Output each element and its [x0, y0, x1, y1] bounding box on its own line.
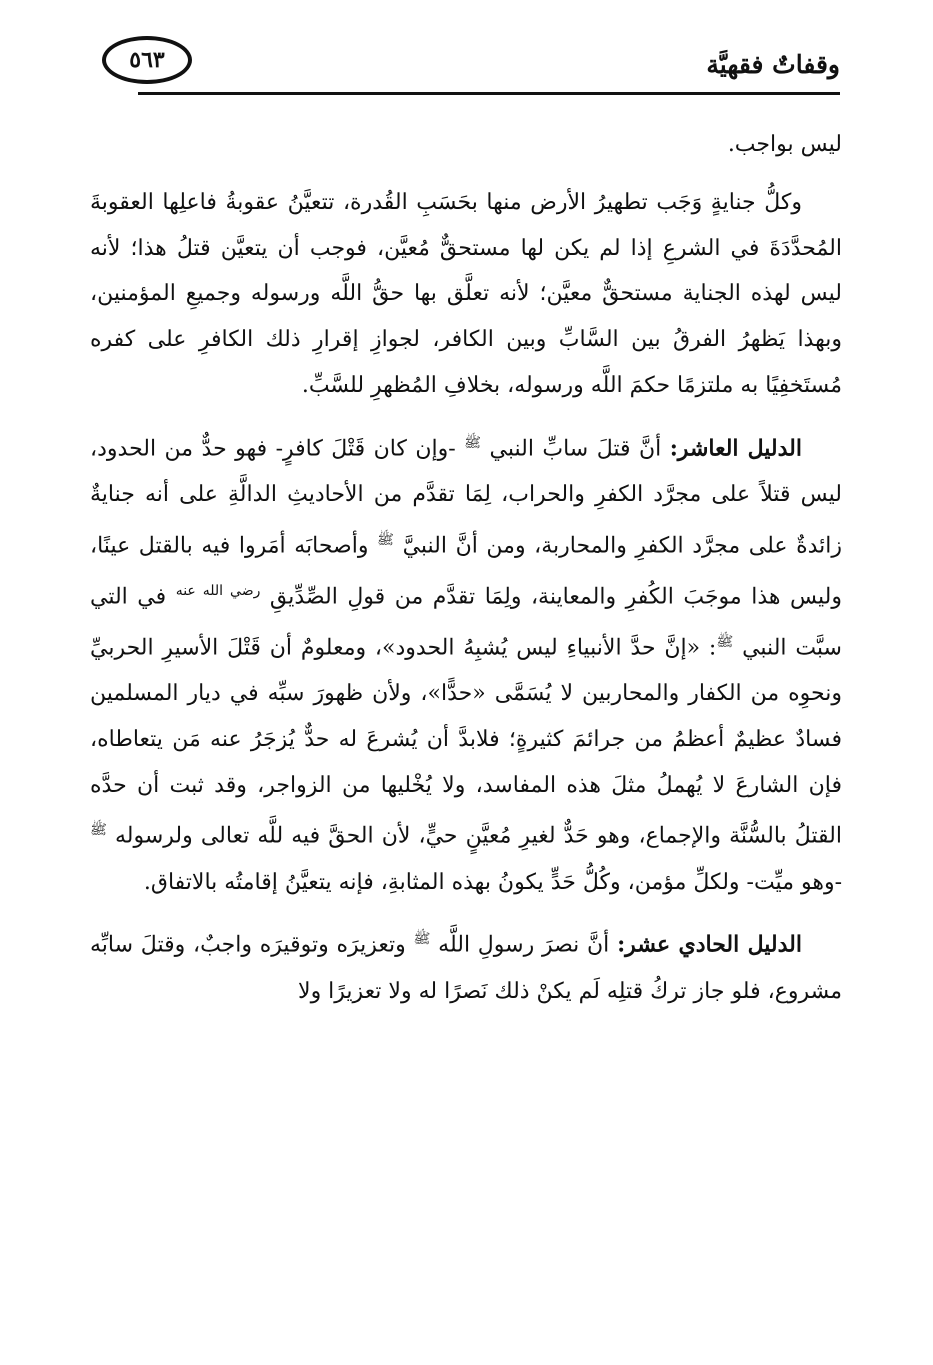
text-run: في التي سبَّت النبي: [90, 584, 842, 661]
honorific-mark: ﷺ: [90, 822, 107, 839]
paragraph-eleventh-proof: [90, 917, 842, 1014]
honorific-mark: ﷺ: [377, 531, 394, 548]
paragraph-1: ليس بواجب.: [727, 132, 842, 157]
honorific-mark: ﷺ: [413, 931, 431, 948]
text-run: وأصحابَه أمَروا فيه بالقتل عينًا، وليس هذا موجَبَ الكُفرِ والمعاينة، ولِمَا تقدَّم من قولِ الصِّدِّيقِ: [90, 533, 843, 610]
text-run: -وإن كان قَتْلَ كافرٍ- فهو حدٌّ من الحدود، ليس قتلاً على مجرَّد الكفرِ والحراب، لِمَا تقدَّم من الأحاديثِ الدالَّةِ على أنه جنايةٌ زائدةٌ على مجرَّد الكفرِ والمحاربة، ومن أنَّ النبيَّ: [90, 436, 843, 559]
running-title: وقفاتٌ فقهيَّة: [706, 50, 840, 79]
honorific-mark: ﷺ: [716, 633, 734, 650]
text-run: وتعزيرَه وتوقيرَه واجبٌ، وقتلَ سابِّه مشروع، فلو جاز تركُ قتلِه لَم يكنْ ذلك نَصرًا له ولا تعزيرًا ولا: [90, 932, 842, 1004]
header-rule: [138, 92, 840, 95]
page-number: ٥٦٣: [129, 47, 165, 73]
body-text: [90, 122, 842, 1014]
honorific-mark: ﷺ: [464, 434, 482, 451]
page-number-badge: [102, 36, 192, 84]
text-run: : «إنَّ حدَّ الأنبياءِ ليس يُشبِهُ الحدود»، ومعلومٌ أن قَتْلَ الأسيرِ الحربيِّ ونحوِه من الكفار والمحاربين لا يُسَمَّى «حدًّا»، ولأن ظهورَ سبِّه في ديار المسلمين فسادٌ عظيمٌ أعظمُ من جرائمَ كثيرةٍ؛ فلابدَّ أن يُشرعَ له حدٌّ يُزجَرُ عنه مَن يتعاطاه، فإن الشارعَ لا يُهملُ مثلَ هذه المفاسد، ولا يُخْليها من الزواجر، وقد ثبت أن حدَّه القتلُ بالسُّنَّة والإجماع، وهو حَدٌّ لغيرِ مُعيَّنٍ حيٍّ، لأن الحقَّ فيه للَّه تعالى ولرسوله: [90, 635, 842, 849]
page-header: [98, 28, 840, 100]
text-run: -وهو ميِّت- ولكلِّ مؤمن، وكُلُّ حَدٍّ يكونُ بهذه المثابةِ، فإنه يتعيَّنُ إقامتُه بالاتفاق.: [143, 869, 842, 895]
text-run: أنَّ قتلَ سابِّ النبي: [489, 436, 662, 462]
section-lead-eleventh-proof: الدليل الحادي عشر:: [617, 931, 802, 958]
honorific-mark: رضي الله عنه: [175, 582, 261, 599]
section-lead-tenth-proof: الدليل العاشر:: [669, 435, 802, 462]
paragraph-tenth-proof: [90, 421, 842, 906]
paragraph-2: وكلُّ جنايةٍ وَجَب تطهيرُ الأرض منها بحَسَبِ القُدرة، تتعيَّنُ عقوبةُ فاعلِها العقوبةَ المُحدَّدَةَ في الشرعِ إذا لم يكن لها مستحقٌّ مُعيَّن، فوجب أن يتعيَّن قتلُ هذا؛ لأنه ليس لهذه الجناية مستحقٌّ معيَّن؛ لأنه تعلَّق بها حقُّ اللَّه ورسوله وجميعِ المؤمنين، وبهذا يَظهرُ الفرقُ بين السَّابِّ وبين الكافر، لجوازِ إقرارِ ذلك الكافرِ على كفره مُستَخفِيًا به ملتزمًا حكمَ اللَّه ورسوله، بخلافِ المُظهرِ للسَّبِّ.: [90, 189, 842, 398]
text-run: أنَّ نصرَ رسولِ اللَّه: [438, 932, 610, 958]
